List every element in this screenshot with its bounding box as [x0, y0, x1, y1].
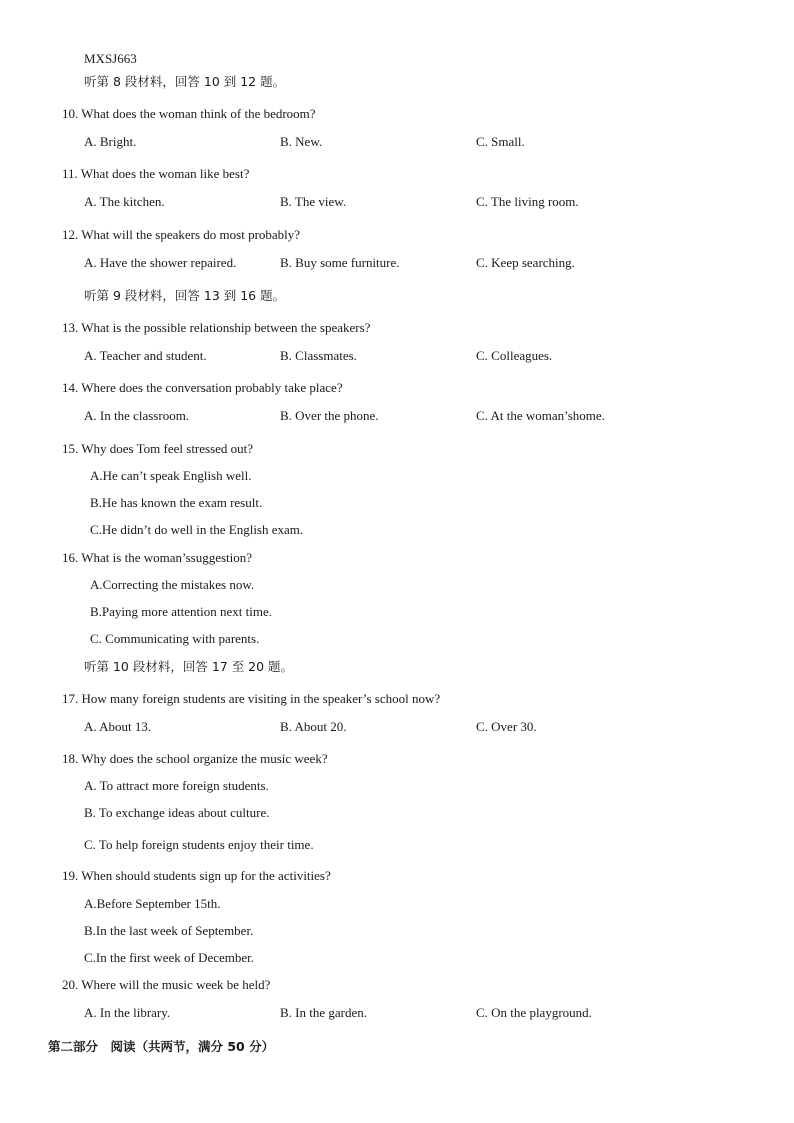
q16-option-b[interactable]: B.Paying more attention next time.	[90, 604, 272, 619]
q15-option-c[interactable]: C.He didn’t do well in the English exam.	[90, 522, 304, 537]
question-13: 13. What is the possible relationship between the speakers?	[62, 320, 371, 335]
q19-option-a[interactable]: A.Before September 15th.	[84, 896, 221, 911]
q10-option-a[interactable]: A. Bright.	[84, 134, 137, 149]
q19-option-c[interactable]: C.In the first week of December.	[84, 950, 255, 965]
section-9-instruction: 听第 9 段材料，回答 13 到 16 题。	[84, 288, 286, 303]
q20-option-a[interactable]: A. In the library.	[84, 1005, 171, 1020]
section-8-instruction: 听第 8 段材料，回答 10 到 12 题。	[84, 74, 286, 89]
q10-option-c[interactable]: C. Small.	[476, 134, 525, 149]
question-10: 10. What does the woman think of the bedroom?	[62, 106, 316, 121]
q17-option-c[interactable]: C. Over 30.	[476, 719, 537, 734]
q11-option-a[interactable]: A. The kitchen.	[84, 194, 165, 209]
section-10-instruction: 听第 10 段材料，回答 17 至 20 题。	[84, 659, 294, 674]
q12-option-b[interactable]: B. Buy some furniture.	[280, 255, 400, 270]
q14-option-b[interactable]: B. Over the phone.	[280, 408, 379, 423]
question-11: 11. What does the woman like best?	[62, 166, 250, 181]
q19-option-b[interactable]: B.In the last week of September.	[84, 923, 254, 938]
question-20: 20. Where will the music week be held?	[62, 977, 271, 992]
question-18: 18. Why does the school organize the music week?	[62, 751, 328, 766]
q14-option-c[interactable]: C. At the woman’shome.	[476, 408, 605, 423]
q18-option-c[interactable]: C. To help foreign students enjoy their time.	[84, 837, 314, 852]
question-14: 14. Where does the conversation probably take place?	[62, 380, 343, 395]
q10-option-b[interactable]: B. New.	[280, 134, 323, 149]
q16-option-c[interactable]: C. Communicating with parents.	[90, 631, 260, 646]
q17-option-b[interactable]: B. About 20.	[280, 719, 347, 734]
q12-option-c[interactable]: C. Keep searching.	[476, 255, 575, 270]
q14-option-a[interactable]: A. In the classroom.	[84, 408, 190, 423]
q20-option-b[interactable]: B. In the garden.	[280, 1005, 368, 1020]
q13-option-c[interactable]: C. Colleagues.	[476, 348, 553, 363]
q13-option-b[interactable]: B. Classmates.	[280, 348, 357, 363]
q20-option-c[interactable]: C. On the playground.	[476, 1005, 592, 1020]
q18-option-a[interactable]: A. To attract more foreign students.	[84, 778, 269, 793]
question-19: 19. When should students sign up for the activities?	[62, 868, 331, 883]
question-16: 16. What is the woman’ssuggestion?	[62, 550, 253, 565]
question-15: 15. Why does Tom feel stressed out?	[62, 441, 254, 456]
q11-option-b[interactable]: B. The view.	[280, 194, 347, 209]
q15-option-b[interactable]: B.He has known the exam result.	[90, 495, 263, 510]
q17-option-a[interactable]: A. About 13.	[84, 719, 152, 734]
q18-option-b[interactable]: B. To exchange ideas about culture.	[84, 805, 270, 820]
q16-option-a[interactable]: A.Correcting the mistakes now.	[90, 577, 255, 592]
q15-option-a[interactable]: A.He can’t speak English well.	[90, 468, 252, 483]
q11-option-c[interactable]: C. The living room.	[476, 194, 579, 209]
question-12: 12. What will the speakers do most probably?	[62, 227, 301, 242]
part-2-heading: 第二部分 阅读（共两节，满分 50 分）	[48, 1039, 275, 1054]
question-17: 17. How many foreign students are visiting in the speaker’s school now?	[62, 691, 441, 706]
q13-option-a[interactable]: A. Teacher and student.	[84, 348, 207, 363]
paper-code: MXSJ663	[84, 51, 137, 66]
q12-option-a[interactable]: A. Have the shower repaired.	[84, 255, 237, 270]
